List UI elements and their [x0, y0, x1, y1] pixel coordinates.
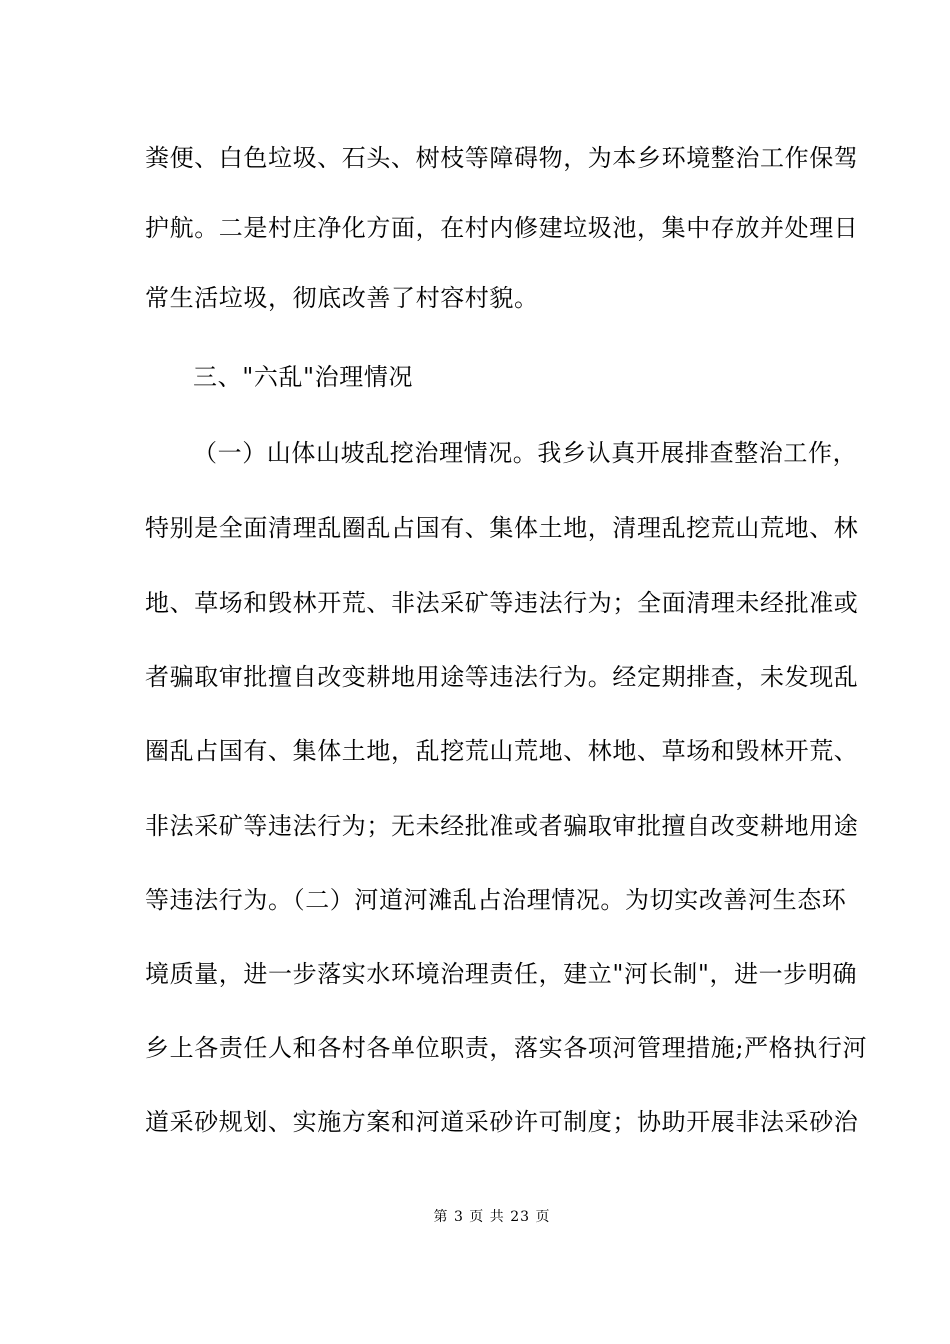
text-line-5: （一）山体山坡乱挖治理情况。我乡认真开展排查整治工作， [193, 439, 858, 467]
text-line-6: 特别是全面清理乱圈乱占国有、集体土地，清理乱挖荒山荒地、林 [145, 514, 859, 542]
text-line-9: 圈乱占国有、集体土地，乱挖荒山荒地、林地、草场和毁林开荒、 [145, 737, 859, 765]
text-line-2: 护航。二是村庄净化方面，在村内修建垃圾池，集中存放并处理日 [145, 214, 859, 242]
text-line-7: 地、草场和毁林开荒、非法采矿等违法行为；全面清理未经批准或 [145, 589, 859, 617]
text-line-8: 者骗取审批擅自改变耕地用途等违法行为。经定期排查，未发现乱 [145, 663, 859, 691]
section-heading: 三、"六乱"治理情况 [193, 363, 414, 391]
text-line-12: 境质量，进一步落实水环境治理责任，建立"河长制"，进一步明确 [145, 960, 858, 988]
text-line-10: 非法采矿等违法行为；无未经批准或者骗取审批擅自改变耕地用途 [145, 812, 859, 840]
text-line-1: 粪便、白色垃圾、石头、树枝等障碍物，为本乡环境整治工作保驾 [145, 144, 859, 172]
text-line-3: 常生活垃圾，彻底改善了村容村貌。 [145, 284, 539, 312]
text-line-13: 乡上各责任人和各村各单位职责，落实各项河管理措施;严格执行河 [145, 1034, 868, 1062]
page-number-footer: 第 3 页 共 23 页 [433, 1209, 551, 1225]
text-line-11: 等违法行为。（二）河道河滩乱占治理情况。为切实改善河生态环 [145, 886, 847, 914]
text-line-14: 道采砂规划、实施方案和河道采砂许可制度；协助开展非法采砂治 [145, 1108, 859, 1136]
